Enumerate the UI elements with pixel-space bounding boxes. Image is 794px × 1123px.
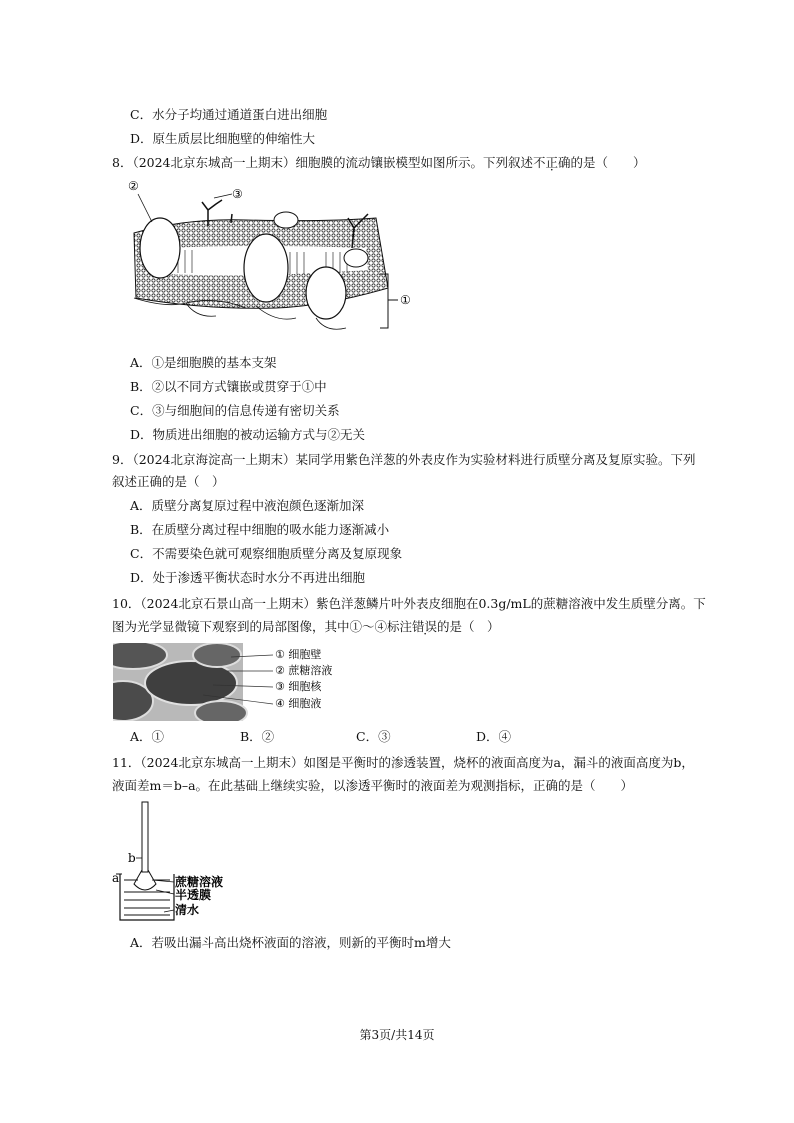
q10-fig-label-2: ② 蔗糖溶液 [275,664,333,677]
q8-stem-pre: 8．（2024北京东城高一上期末）细胞膜的流动镶嵌模型如图所示。下列叙述 [112,155,534,170]
q11-fig-label-water: 清水 [175,903,200,917]
q8-option-a: A．①是细胞膜的基本支架 [130,355,277,370]
q11-stem-line1: 11．（2024北京东城高一上期末）如图是平衡时的渗透装置，烧杯的液面高度为a，漏斗的液面高度为b， [112,755,694,770]
q9-stem-line2: 叙述正确的是（ ） [112,474,225,489]
q10-fig-label-1: ① 细胞壁 [275,648,322,661]
q11-fig-label-b: b [128,851,136,865]
q11-option-a: A．若吸出漏斗高出烧杯液面的溶液，则新的平衡时m增大 [130,935,451,950]
q10-stem-pre: 图为光学显微镜下观察到的局部图像，其中①～④标注 [112,619,413,634]
q11-fig-label-membrane: 半透膜 [175,888,212,902]
q11-fig-label-sucrose: 蔗糖溶液 [175,875,224,889]
q10-stem-emphasis: 错误 [412,619,438,634]
q9-option-d: D．处于渗透平衡状态时水分不再进出细胞 [130,570,366,585]
q10-stem-line1: 10．（2024北京石景山高一上期末）紫色洋葱鳞片叶外表皮细胞在0.3g/mL的蔗糖溶液中发生质壁分离。下 [112,596,706,611]
q8-stem [112,154,646,172]
q8-fig-label-2: ② [128,179,139,193]
q10-fig-label-4: ④ 细胞液 [275,697,322,710]
osmosis-apparatus-figure [112,800,272,928]
q8-stem-post: 的是（ ） [570,155,646,170]
q9-option-a: A．质壁分离复原过程中液泡颜色逐渐加深 [130,498,365,513]
q8-option-c: C．③与细胞间的信息传递有密切关系 [130,403,340,418]
q10-option-b: B．② [240,729,275,744]
q10-stem-post: 的是（ ） [437,619,500,634]
q8-stem-emphasis: 不正确 [533,155,571,170]
q10-option-a: A．① [130,729,165,744]
q7-option-c: C．水分子均通过通道蛋白进出细胞 [130,107,328,122]
membrane-model-figure [126,178,426,348]
q8-fig-label-3: ③ [232,187,243,201]
page-footer: 第3页/共14页 [359,1028,435,1042]
q10-option-d: D．④ [476,729,512,744]
q10-fig-label-3: ③ 细胞核 [275,680,322,693]
q8-option-b: B．②以不同方式镶嵌或贯穿于①中 [130,379,327,394]
q11-fig-label-a: a [112,871,120,885]
q10-stem-line2 [112,618,500,636]
q8-option-d: D．物质进出细胞的被动运输方式与②无关 [130,427,366,442]
q7-option-d: D．原生质层比细胞壁的伸缩性大 [130,131,316,146]
q9-option-b: B．在质壁分离过程中细胞的吸水能力逐渐减小 [130,522,390,537]
q10-option-c: C．③ [356,729,391,744]
micrograph-figure [113,643,373,721]
q11-stem-line2: 液面差m＝b–a。在此基础上继续实验，以渗透平衡时的液面差为观测指标，正确的是（ ） [112,778,634,793]
q9-option-c: C．不需要染色就可观察细胞质壁分离及复原现象 [130,546,403,561]
q8-fig-label-1: ① [400,293,411,307]
q9-stem-line1: 9．（2024北京海淀高一上期末）某同学用紫色洋葱的外表皮作为实验材料进行质壁分离及复原实验。下列 [112,452,696,467]
